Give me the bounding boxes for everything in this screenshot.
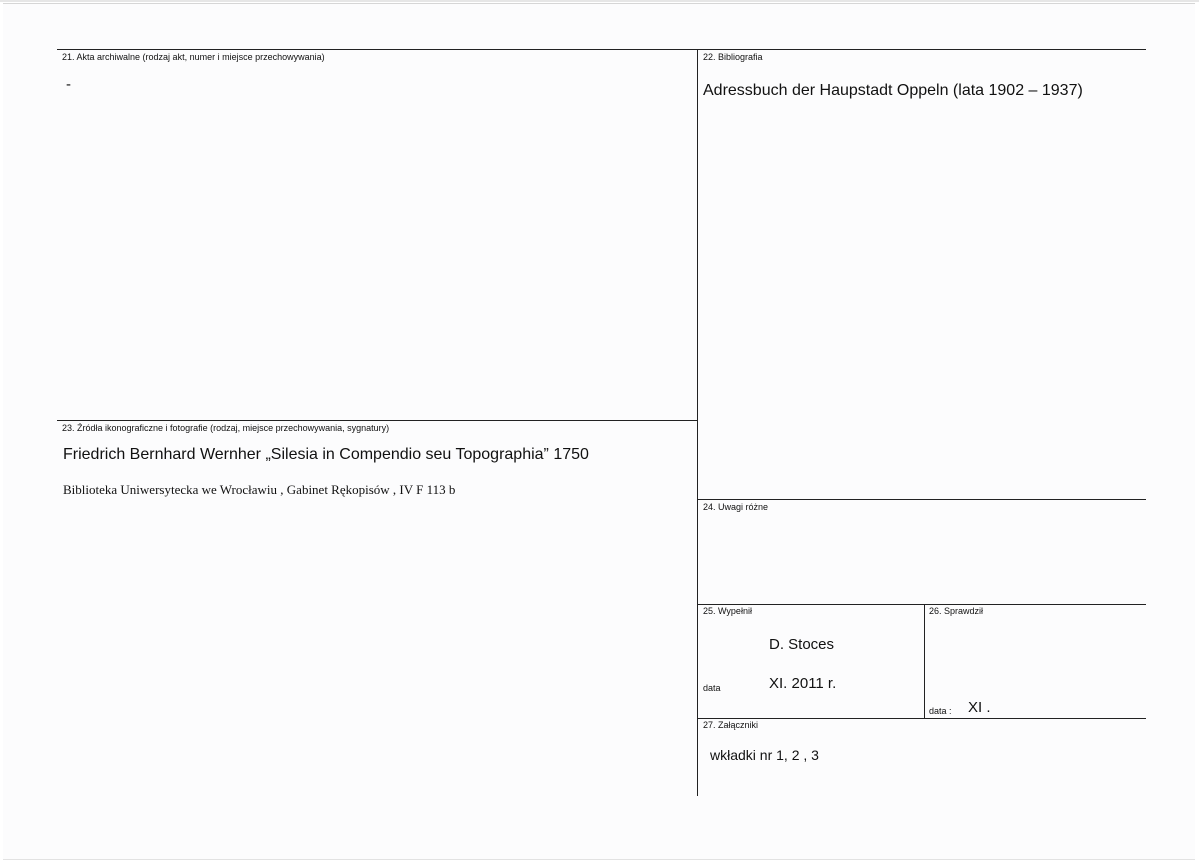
center-divider (697, 49, 698, 796)
section-26-date: XI . (968, 699, 991, 716)
section-23-line1: Friedrich Bernhard Wernher „Silesia in Compendio seu Topographia” 1750 (63, 446, 589, 463)
rule-23 (57, 420, 697, 421)
section-21-label: 21. Akta archiwalne (rodzaj akt, numer i miejsce przechowywania) (62, 52, 325, 62)
section-22-value: Adressbuch der Haupstadt Oppeln (lata 1902 – 1937) (703, 82, 1083, 99)
section-27-value: wkładki nr 1, 2 , 3 (710, 747, 819, 763)
section-23-label: 23. Źródła ikonograficzne i fotografie (rodzaj, miejsce przechowywania, sygnatury) (62, 423, 390, 433)
section-21-value: - (66, 76, 71, 93)
section-27-label: 27. Załączniki (703, 720, 759, 730)
section-23-line2: Biblioteka Uniwersytecka we Wrocławiu , Gabinet Rękopisów , IV F 113 b (63, 482, 456, 497)
section-25-date: XI. 2011 r. (769, 675, 837, 692)
rule-27 (697, 718, 1146, 719)
section-26-label: 26. Sprawdził (929, 606, 984, 616)
section-22-label: 22. Bibliografia (703, 52, 763, 62)
section-25-name: D. Stoces (769, 636, 835, 653)
rule-25-26 (697, 604, 1146, 605)
section-26-date-label: data : (929, 706, 952, 716)
rule-24 (697, 499, 1146, 500)
section-24-label: 24. Uwagi różne (703, 502, 769, 512)
top-rule (57, 49, 1146, 50)
scan-edge (0, 0, 1199, 2)
section-25-date-label: data (703, 683, 721, 693)
section-25-label: 25. Wypełnił (703, 606, 752, 616)
divider-25-26 (924, 604, 925, 718)
